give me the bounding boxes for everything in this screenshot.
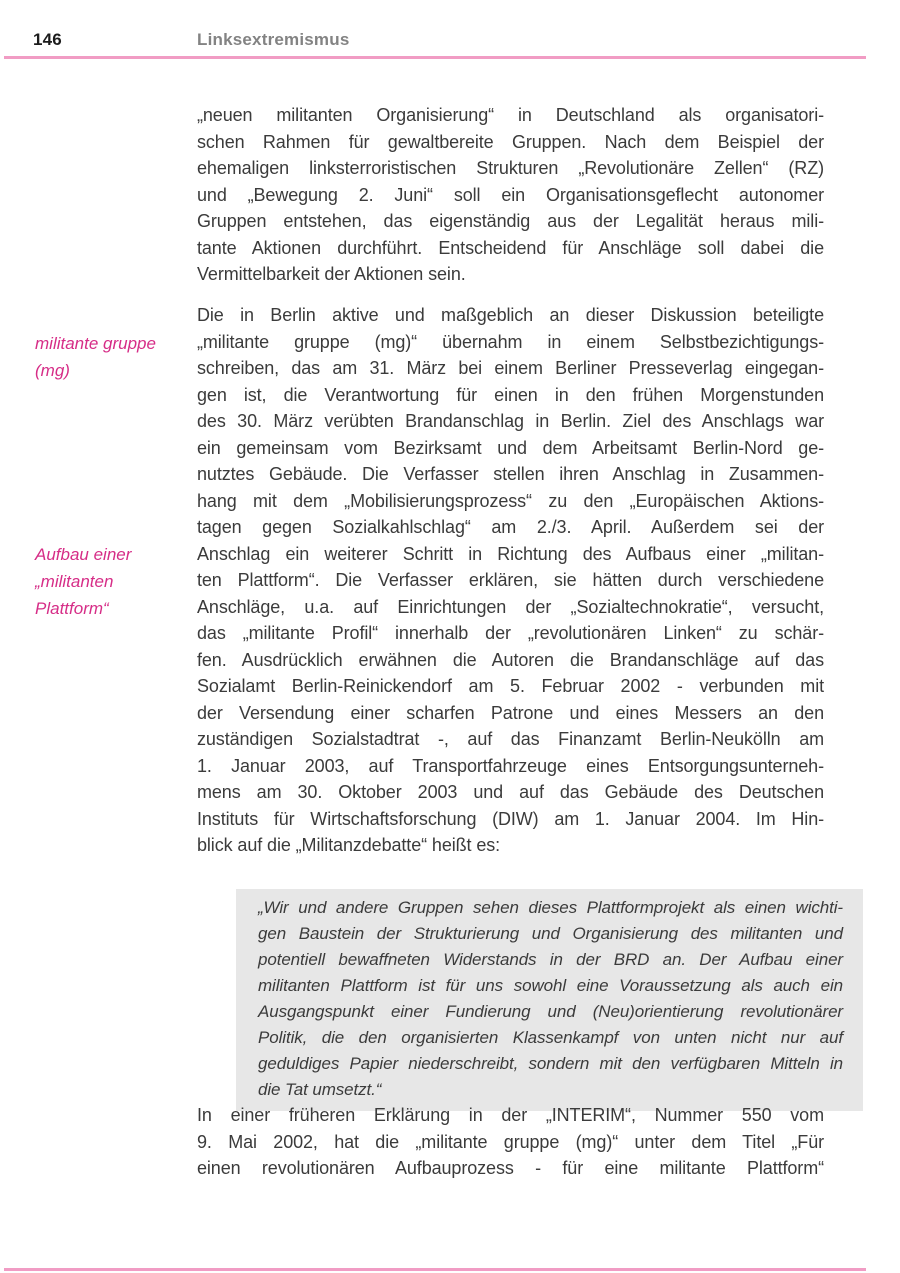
paragraph-3 <box>197 1102 824 1182</box>
text-line: „Wir und andere Gruppen sehen dieses Plattformprojekt als einen wichti- <box>258 898 843 917</box>
text-line: das „militante Profil“ innerhalb der „revolutionären Linken“ zu schär- <box>197 623 824 643</box>
text-line: „militanten <box>35 572 114 591</box>
paragraph-1 <box>197 102 824 288</box>
text-line: fen. Ausdrücklich erwähnen die Autoren die Brandanschläge auf das <box>197 649 824 670</box>
text-line: potentiell bewaffneten Widerstands in der BRD an. Der Aufbau einer <box>258 950 843 969</box>
text-line: die Tat umsetzt.“ <box>258 1080 382 1099</box>
quote-block <box>236 889 863 1111</box>
text-line: ehemaligen linksterroristischen Strukturen „Revolutionäre Zellen“ (RZ) <box>197 158 824 178</box>
text-line: einen revolutionären Aufbauprozess - für eine militante Plattform“ <box>197 1158 824 1178</box>
text-line: Anschlag ein weiterer Schritt in Richtung des Aufbaus einer „militan- <box>197 543 824 564</box>
text-line: 9. Mai 2002, hat die „militante gruppe (mg)“ unter dem Titel „Für <box>197 1131 824 1152</box>
margin-note-aufbau-plattform <box>35 541 190 622</box>
text-line: Ausgangspunkt einer Fundierung und (Neu)orientierung revolutionärer <box>258 1002 843 1021</box>
text-line: ten Plattform“. Die Verfasser erklären, sie hätten durch verschiedene <box>197 570 824 590</box>
text-line: ein gemeinsam vom Bezirksamt und dem Arbeitsamt Berlin-Nord ge- <box>197 437 824 458</box>
text-line: zuständigen Sozialstadtrat -, auf das Finanzamt Berlin-Neukölln am <box>197 729 824 749</box>
section-title: Linksextremismus <box>197 30 350 49</box>
text-line: militante gruppe <box>35 334 156 353</box>
text-line: Plattform“ <box>35 599 109 618</box>
text-line: nutztes Gebäude. Die Verfasser stellen ihren Anschlag in Zusammen- <box>197 464 824 484</box>
text-line: des 30. März verübten Brandanschlag in Berlin. Ziel des Anschlags war <box>197 411 824 431</box>
text-line: „militante gruppe (mg)“ übernahm in einem Selbstbezichtigungs- <box>197 331 824 352</box>
text-line: Politik, die den organisierten Klassenkampf von unten nicht nur auf <box>258 1028 843 1047</box>
text-line: Anschläge, u.a. auf Einrichtungen der „Sozialtechnokratie“, versucht, <box>197 596 824 617</box>
text-line: Vermittelbarkeit der Aktionen sein. <box>197 264 466 284</box>
text-line: militanten Plattform ist für uns sowohl eine Voraussetzung als auch ein <box>258 976 843 995</box>
text-line: Gruppen entstehen, das eigenständig aus der Legalität heraus mili- <box>197 211 824 231</box>
margin-note-militante-gruppe <box>35 330 190 384</box>
text-line: 1. Januar 2003, auf Transportfahrzeuge eines Entsorgungsunterneh- <box>197 755 824 776</box>
text-line: gen Baustein der Strukturierung und Organisierung des militanten und <box>258 924 843 943</box>
text-line: Aufbau einer <box>35 545 132 564</box>
text-line: schen Rahmen für gewaltbereite Gruppen. Nach dem Beispiel der <box>197 131 824 152</box>
text-line: tante Aktionen durchführt. Entscheidend für Anschläge soll dabei die <box>197 237 824 258</box>
text-line: (mg) <box>35 361 70 380</box>
header-rule <box>4 56 866 59</box>
text-line: Instituts für Wirtschaftsforschung (DIW) am 1. Januar 2004. Im Hin- <box>197 808 824 829</box>
page-number: 146 <box>33 30 62 49</box>
paragraph-2 <box>197 302 824 859</box>
text-line: „neuen militanten Organisierung“ in Deutschland als organisatori- <box>197 105 824 125</box>
footer-rule <box>4 1268 866 1271</box>
text-line: und „Bewegung 2. Juni“ soll ein Organisationsgeflecht autonomer <box>197 184 824 205</box>
text-line: Die in Berlin aktive und maßgeblich an dieser Diskussion beteiligte <box>197 305 824 325</box>
text-line: gen ist, die Verantwortung für einen in den frühen Morgenstunden <box>197 384 824 405</box>
text-line: Sozialamt Berlin-Reinickendorf am 5. Februar 2002 - verbunden mit <box>197 676 824 696</box>
text-line: der Versendung einer scharfen Patrone und eines Messers an den <box>197 702 824 723</box>
text-line: mens am 30. Oktober 2003 und auf das Gebäude des Deutschen <box>197 782 824 802</box>
text-line: geduldiges Papier niederschreibt, sondern mit den verfügbaren Mitteln in <box>258 1054 843 1073</box>
text-line: schreiben, das am 31. März bei einem Berliner Presseverlag eingegan- <box>197 358 824 378</box>
text-line: tagen gegen Sozialkahlschlag“ am 2./3. April. Außerdem sei der <box>197 517 824 537</box>
text-line: In einer früheren Erklärung in der „INTERIM“, Nummer 550 vom <box>197 1105 824 1125</box>
text-line: hang mit dem „Mobilisierungsprozess“ zu den „Europäischen Aktions- <box>197 490 824 511</box>
text-line: blick auf die „Militanzdebatte“ heißt es: <box>197 835 501 855</box>
